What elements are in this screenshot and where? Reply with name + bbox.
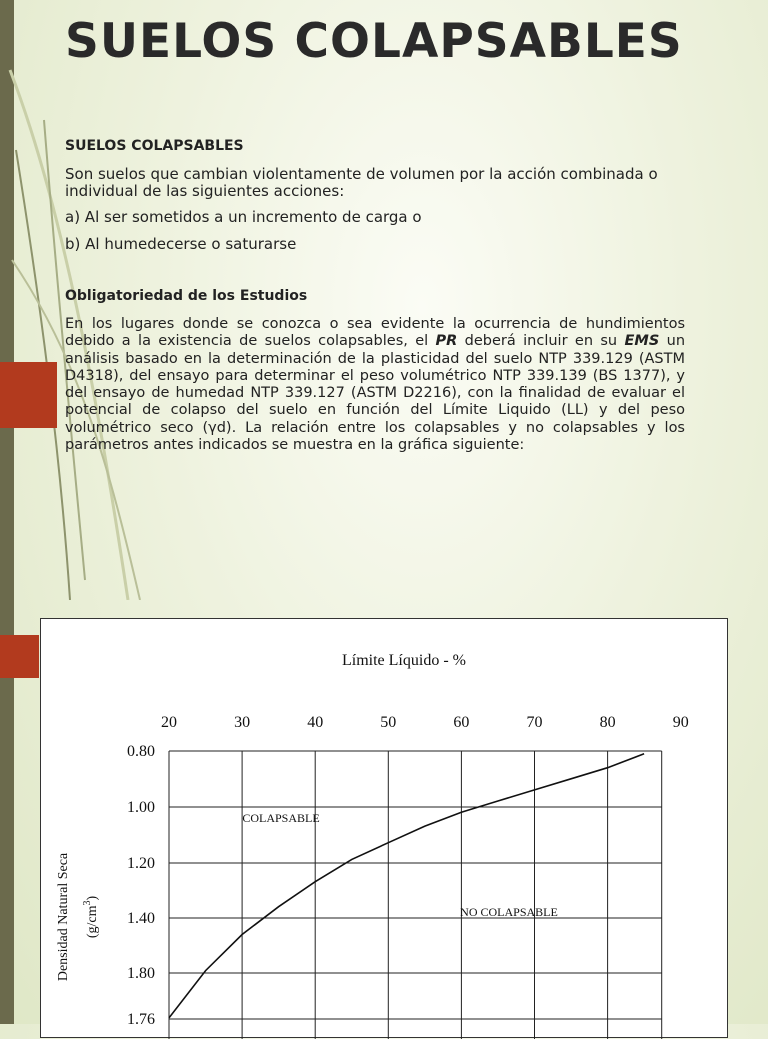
x-tick-label-90: 90 <box>672 714 689 731</box>
region-label-colapsable: COLAPSABLE <box>242 811 320 825</box>
section-heading-suelos: SUELOS COLAPSABLES <box>65 138 244 154</box>
y-axis-label: Densidad Natural Seca <box>56 852 71 982</box>
list-item-a: a) Al ser sometidos a un incremento de carga o <box>65 208 422 226</box>
x-tick-label-50: 50 <box>380 714 397 731</box>
intro-paragraph: Son suelos que cambian violentamente de volumen por la acción combinada o individual de las siguientes acciones: <box>65 165 658 200</box>
list-item-b: b) Al humedecerse o saturarse <box>65 235 297 253</box>
accent-block-upper <box>0 362 57 428</box>
y-tick-label-3: 1.40 <box>127 910 155 927</box>
y-tick-label-1: 1.00 <box>127 799 155 816</box>
slide-title: SUELOS COLAPSABLES <box>65 14 683 69</box>
x-tick-label-30: 30 <box>234 714 251 731</box>
ems-term: EMS <box>624 333 660 350</box>
chart-title: Límite Líquido - % <box>342 652 466 669</box>
x-tick-label-80: 80 <box>599 714 616 731</box>
y-tick-label-2: 1.20 <box>127 855 155 872</box>
pr-term: PR <box>435 333 458 350</box>
x-tick-label-20: 20 <box>161 714 177 731</box>
y-tick-label-0: 0.80 <box>127 743 155 760</box>
accent-block-lower <box>0 635 39 678</box>
boundary-curve <box>169 754 644 1018</box>
collapsibility-chart <box>40 618 728 1038</box>
x-tick-label-40: 40 <box>307 714 324 731</box>
section-heading-obligatoriedad: Obligatoriedad de los Estudios <box>65 288 308 304</box>
y-tick-label-5: 1.76 <box>127 1011 155 1028</box>
y-axis-unit: $(g/cm^3)$ <box>82 895 100 939</box>
obligatoriedad-paragraph: En los lugares donde se conozca o sea evidente la ocurrencia de hundimientos debido a la existencia de suelos colapsables, el PR deberá incluir en su EMS un análisis basado en la determinación de la plasticidad del suelo NTP 339.129 (ASTM D4318), del ensayo para determinar el peso volumétrico NTP 339.139 (BS 1377), y del ensayo de humedad NTP 339.127 (ASTM D2216), con la finalidad de evaluar el potencial de colapso del suelo en función del Límite Liquido (LL) y del peso volumétrico seco (γd). La relación entre los colapsables y no colapsables y los parámetros antes indicados se muestra en la gráfica siguiente: <box>65 316 686 454</box>
x-tick-label-60: 60 <box>453 714 470 731</box>
y-tick-label-4: 1.80 <box>127 965 155 982</box>
slide-content <box>65 138 685 454</box>
region-label-no-colapsable: NO COLAPSABLE <box>460 905 558 919</box>
chart-svg <box>41 619 729 1039</box>
x-tick-label-70: 70 <box>526 714 543 731</box>
